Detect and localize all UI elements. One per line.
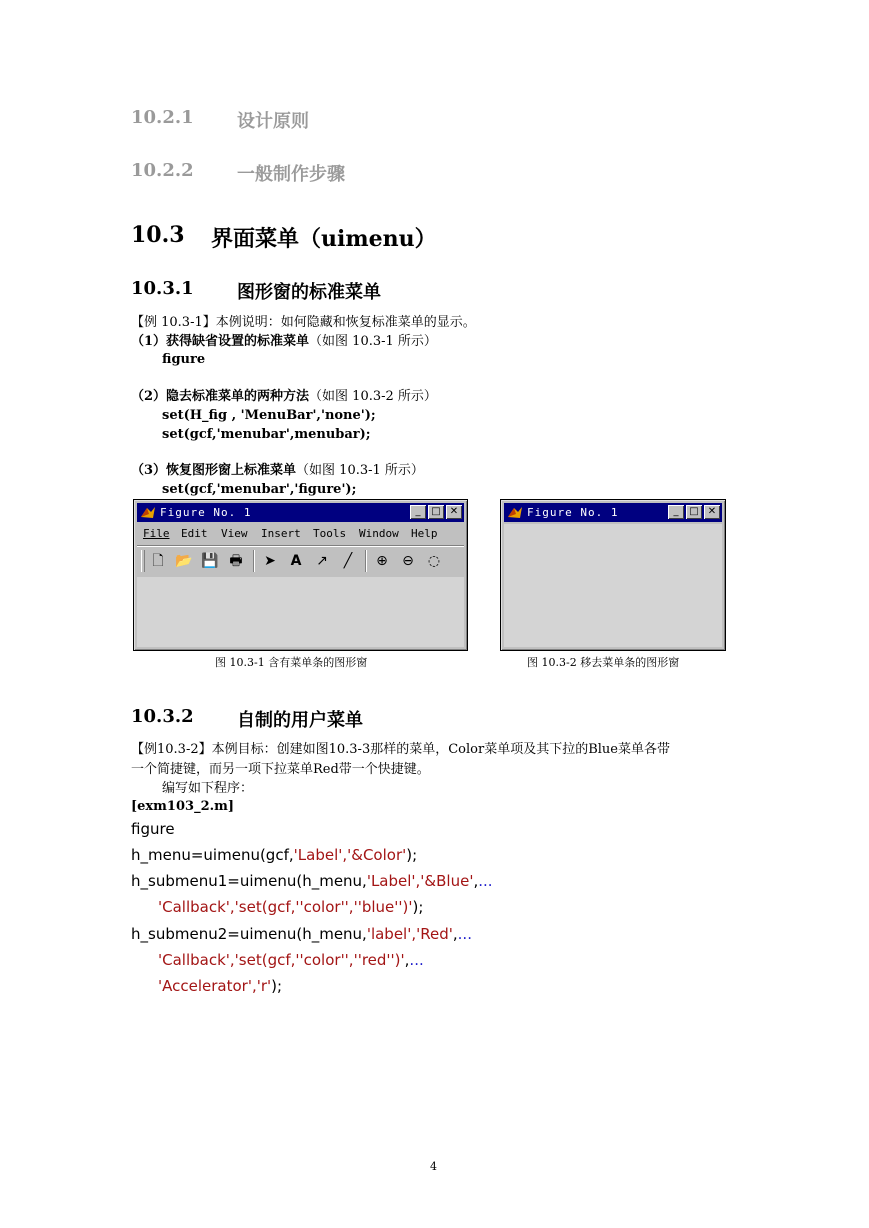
example-instruction: 编写如下程序：	[162, 781, 254, 796]
code-line	[131, 872, 493, 890]
code-continuation: ...	[478, 872, 493, 890]
heading-number: 10.3.2	[131, 706, 194, 727]
code-line: set(H_fig , 'MenuBar','none');	[162, 408, 376, 423]
toolbar-separator	[253, 550, 255, 572]
code-text: h_menu=uimenu(gcf,	[131, 846, 294, 864]
code-text: ,	[404, 951, 410, 969]
code-string: 'Label','&Blue'	[366, 872, 474, 890]
code-line: figure	[131, 820, 175, 838]
menu-edit[interactable]: Edit	[181, 527, 208, 540]
print-icon[interactable]: 🖶	[229, 553, 243, 569]
step-note: （如图 10.3-1 所示）	[296, 463, 424, 478]
figure-caption: 图 10.3-2 移去菜单条的图形窗	[527, 656, 680, 669]
matlab-logo-icon	[507, 505, 523, 520]
arrow-icon[interactable]: ➤	[264, 553, 276, 569]
code-line: set(gcf,'menubar','figure');	[162, 482, 357, 497]
title-bar	[504, 503, 722, 522]
code-text: ,	[452, 925, 458, 943]
heading-10-3-2	[131, 706, 363, 731]
step-note: （如图 10.3-2 所示）	[309, 389, 437, 404]
step-title: （3）恢复图形窗上标准菜单	[131, 463, 297, 478]
code-string: 'Callback','set(gcf,''color'',''blue'')'	[158, 898, 413, 916]
heading-title: 自制的用户菜单	[237, 710, 363, 731]
figure-window-with-menubar	[133, 499, 468, 651]
menu-help[interactable]: Help	[411, 527, 438, 540]
step-title: （2）隐去标准菜单的两种方法	[131, 389, 310, 404]
figure-caption: 图 10.3-1 含有菜单条的图形窗	[215, 656, 368, 669]
code-continuation: ...	[457, 925, 472, 943]
toolbar	[137, 545, 464, 576]
code-text: );	[406, 846, 418, 864]
maximize-button[interactable]: □	[428, 505, 444, 519]
step-title: （1）获得缺省设置的标准菜单	[131, 334, 310, 349]
new-icon[interactable]: 🗋	[152, 553, 164, 569]
toolbar-grip	[141, 550, 145, 572]
step-1	[131, 333, 437, 350]
menu-window[interactable]: Window	[359, 527, 399, 540]
code-string: 'Callback','set(gcf,''color'',''red'')'	[158, 951, 405, 969]
open-icon[interactable]: 📂	[175, 553, 193, 569]
code-text: );	[412, 898, 424, 916]
code-string: 'Accelerator','r'	[158, 977, 272, 995]
code-line: figure	[162, 352, 206, 367]
code-string: 'Label','&Color'	[293, 846, 407, 864]
heading-10-2-2	[131, 160, 345, 185]
step-3	[131, 462, 424, 479]
code-line	[131, 846, 417, 864]
minimize-button[interactable]: _	[668, 505, 684, 519]
heading-number: 10.3.1	[131, 278, 194, 299]
code-line	[158, 898, 423, 916]
heading-title: 界面菜单（uimenu）	[211, 226, 437, 252]
code-string: 'label','Red'	[366, 925, 453, 943]
zoom-out-icon[interactable]: ⊖	[402, 553, 414, 569]
menu-file[interactable]: File	[143, 527, 170, 540]
heading-number: 10.2.1	[131, 107, 194, 128]
heading-title: 设计原则	[237, 111, 309, 132]
code-line	[131, 925, 472, 943]
save-icon[interactable]: 💾	[201, 553, 219, 569]
heading-10-2-1	[131, 107, 309, 132]
matlab-logo-icon	[140, 505, 156, 520]
rotate-icon[interactable]: ◌	[427, 553, 441, 569]
heading-10-3	[131, 222, 437, 252]
example-intro-continued: 一个简捷键，而另一项下拉菜单Red带一个快捷键。	[131, 762, 430, 777]
page-number: 4	[430, 1160, 437, 1173]
step-note: （如图 10.3-1 所示）	[309, 334, 437, 349]
figure-client-area	[137, 577, 464, 647]
file-name: [exm103_2.m]	[131, 799, 235, 814]
line-arrow-icon[interactable]: ↗	[316, 553, 328, 569]
code-line	[158, 951, 424, 969]
heading-title: 一般制作步骤	[237, 164, 345, 185]
heading-number: 10.2.2	[131, 160, 194, 181]
window-title: Figure No. 1	[527, 506, 619, 519]
title-bar	[137, 503, 464, 522]
example-intro: 【例 10.3-1】本例说明：如何隐藏和恢复标准菜单的显示。	[131, 315, 476, 330]
code-line: set(gcf,'menubar',menubar);	[162, 427, 371, 442]
code-text: );	[271, 977, 283, 995]
close-button[interactable]: ✕	[704, 505, 720, 519]
text-icon[interactable]: A	[290, 553, 302, 569]
toolbar-separator	[365, 550, 367, 572]
code-text: ,	[473, 872, 479, 890]
line-icon[interactable]: ╱	[343, 553, 353, 569]
figure-client-area	[504, 524, 722, 647]
menu-view[interactable]: View	[221, 527, 248, 540]
heading-title: 图形窗的标准菜单	[237, 282, 381, 303]
code-text: h_submenu2=uimenu(h_menu,	[131, 925, 367, 943]
heading-number: 10.3	[131, 222, 185, 248]
code-line	[158, 977, 282, 995]
code-continuation: ...	[409, 951, 424, 969]
figure-window-without-menubar	[500, 499, 726, 651]
heading-10-3-1	[131, 278, 381, 303]
menu-insert[interactable]: Insert	[261, 527, 301, 540]
step-2	[131, 388, 437, 405]
example-intro: 【例10.3-2】本例目标：创建如图10.3-3那样的菜单，Color菜单项及其下拉的Blue菜单各带	[131, 742, 670, 757]
code-text: h_submenu1=uimenu(h_menu,	[131, 872, 367, 890]
menu-tools[interactable]: Tools	[313, 527, 347, 540]
minimize-button[interactable]: _	[410, 505, 426, 519]
menu-bar	[137, 524, 464, 544]
close-button[interactable]: ✕	[446, 505, 462, 519]
maximize-button[interactable]: □	[686, 505, 702, 519]
window-title: Figure No. 1	[160, 506, 252, 519]
zoom-in-icon[interactable]: ⊕	[376, 553, 388, 569]
